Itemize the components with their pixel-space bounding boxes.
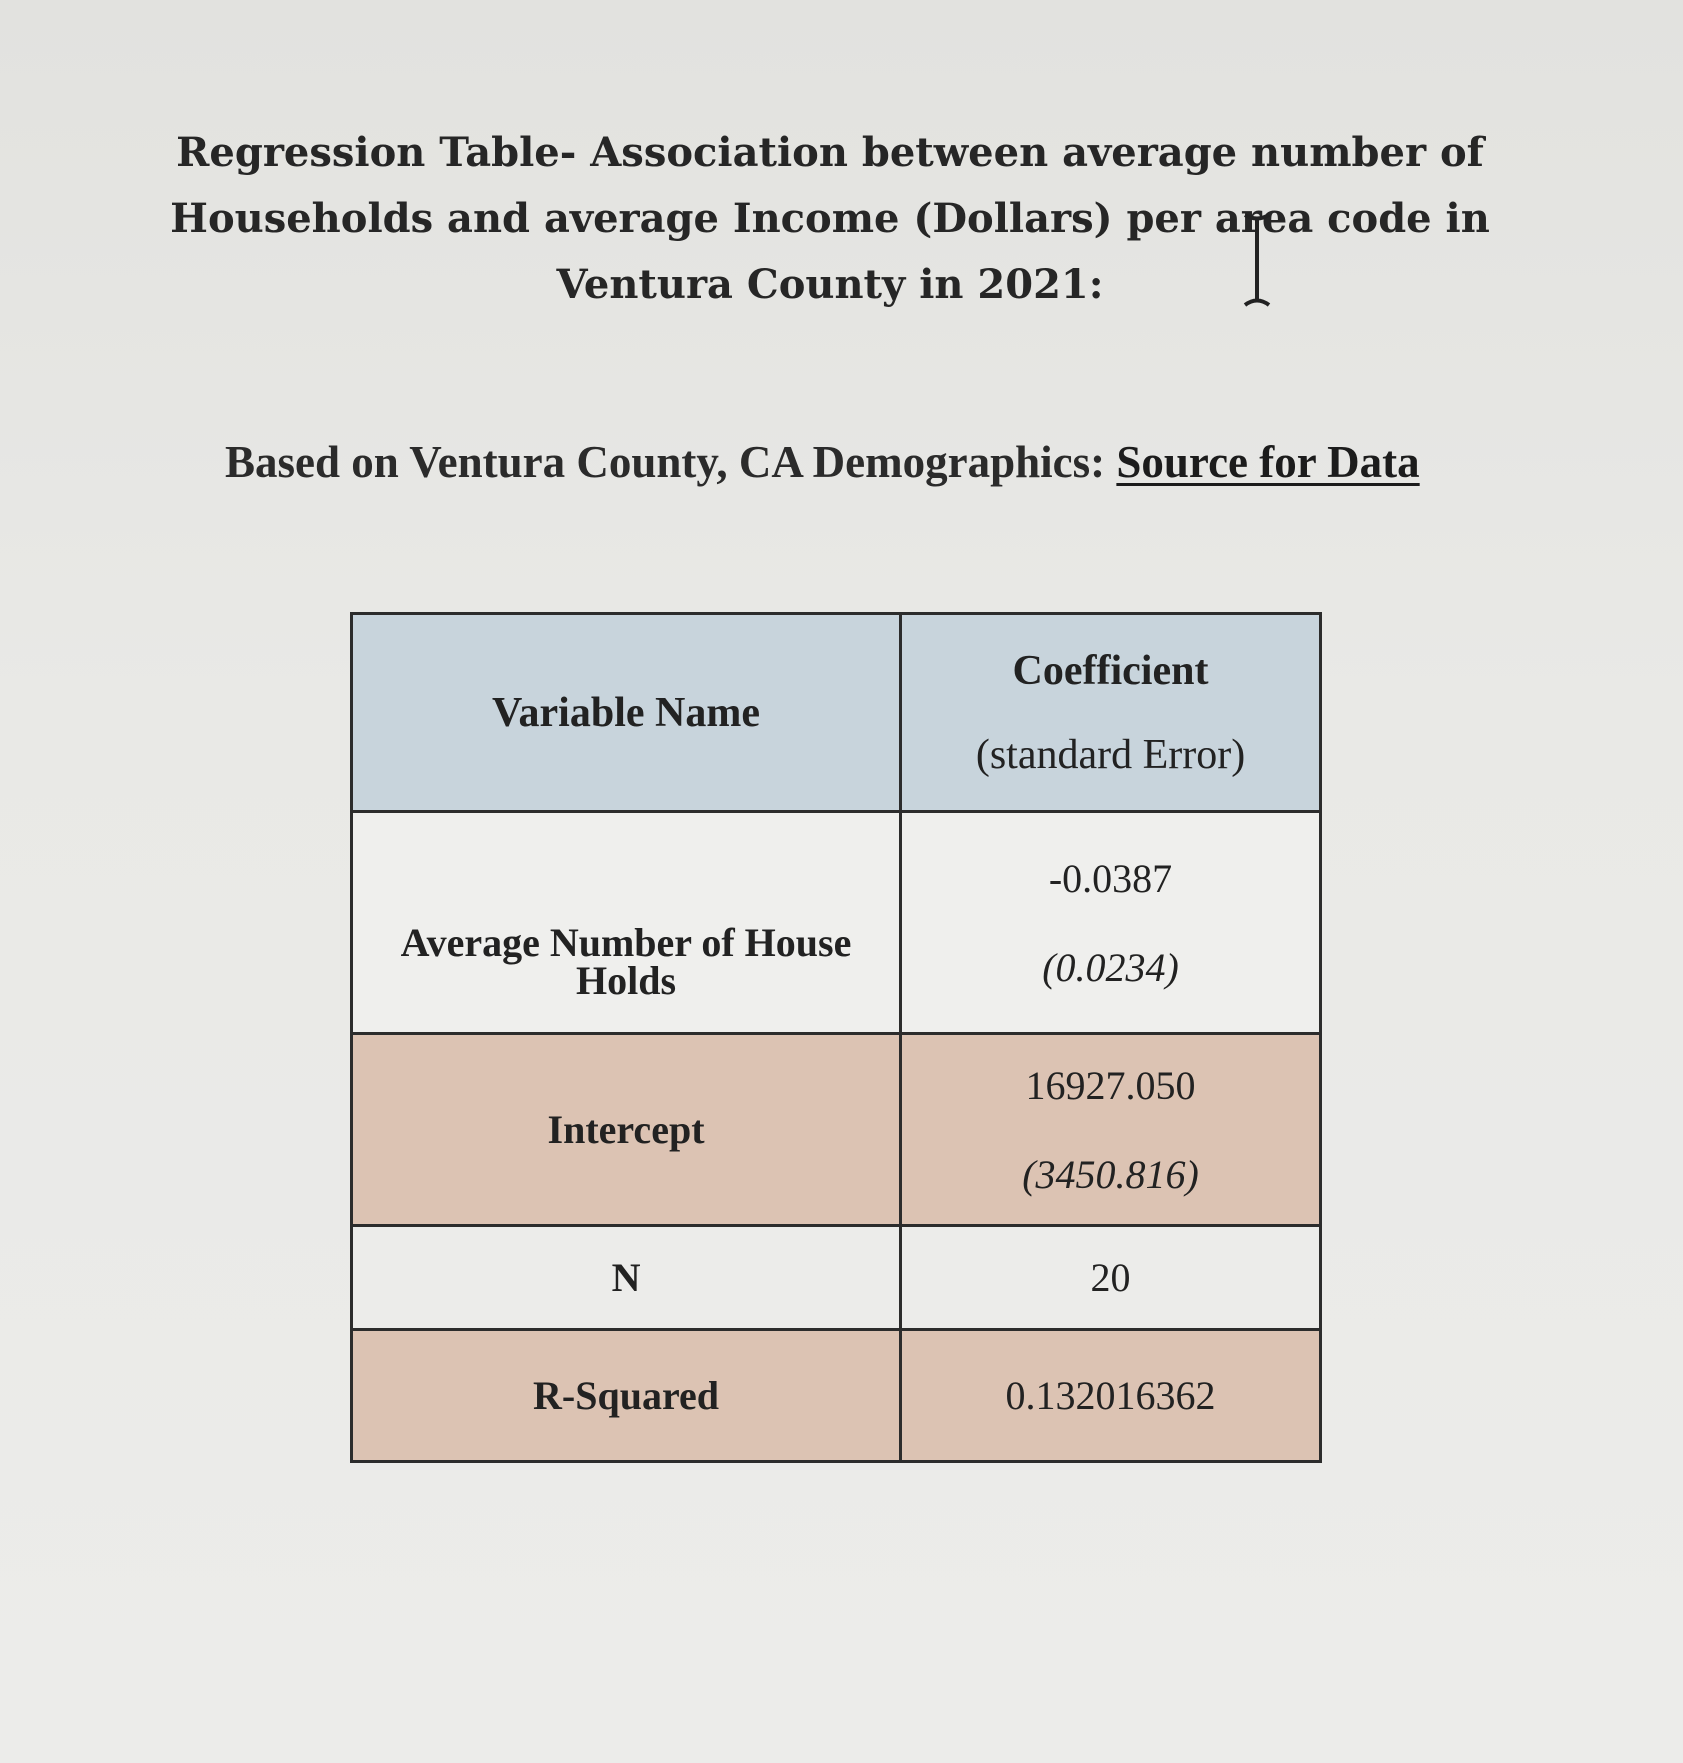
header-variable-cell bbox=[352, 614, 901, 812]
header-variable-name: Variable Name bbox=[492, 689, 760, 736]
variable-cell bbox=[352, 1226, 901, 1330]
coefficient-value: 16927.050 bbox=[1025, 1062, 1196, 1108]
header-coefficient-cell bbox=[901, 614, 1321, 812]
variable-cell bbox=[352, 1034, 901, 1226]
coefficient-value: -0.0387 bbox=[1048, 855, 1173, 901]
table-row bbox=[352, 1034, 1321, 1226]
header-coefficient: Coefficient bbox=[1012, 647, 1209, 694]
value-cell bbox=[901, 1330, 1321, 1462]
source-link[interactable]: Source for Data bbox=[1116, 437, 1420, 487]
variable-name: N bbox=[611, 1255, 641, 1300]
data-source-line bbox=[225, 436, 1420, 488]
header-standard-error: (standard Error) bbox=[975, 731, 1246, 778]
document-title: Regression Table- Association between average number of Households and average Income (Dollars) per area code in Ventura County in 2021: bbox=[170, 129, 1490, 308]
value-cell bbox=[901, 1226, 1321, 1330]
coefficient-cell bbox=[901, 1034, 1321, 1226]
regression-table bbox=[350, 612, 1322, 1463]
r-squared-value: 0.132016362 bbox=[1005, 1373, 1216, 1418]
variable-name: Average Number of House Holds bbox=[400, 919, 852, 1003]
standard-error-value: (0.0234) bbox=[1042, 944, 1179, 990]
n-value: 20 bbox=[1090, 1255, 1131, 1300]
variable-name: Intercept bbox=[547, 1107, 705, 1152]
table-row bbox=[352, 1226, 1321, 1330]
variable-cell bbox=[352, 1330, 901, 1462]
table-row bbox=[352, 1330, 1321, 1462]
standard-error-value: (3450.816) bbox=[1022, 1151, 1199, 1197]
source-prefix: Based on Ventura County, CA Demographics: bbox=[225, 437, 1106, 487]
coefficient-cell bbox=[901, 812, 1321, 1034]
variable-name: R-Squared bbox=[533, 1373, 719, 1418]
table-row bbox=[352, 812, 1321, 1034]
table-header-row bbox=[352, 614, 1321, 812]
text-cursor-icon bbox=[1240, 212, 1274, 308]
variable-cell bbox=[352, 812, 901, 1034]
